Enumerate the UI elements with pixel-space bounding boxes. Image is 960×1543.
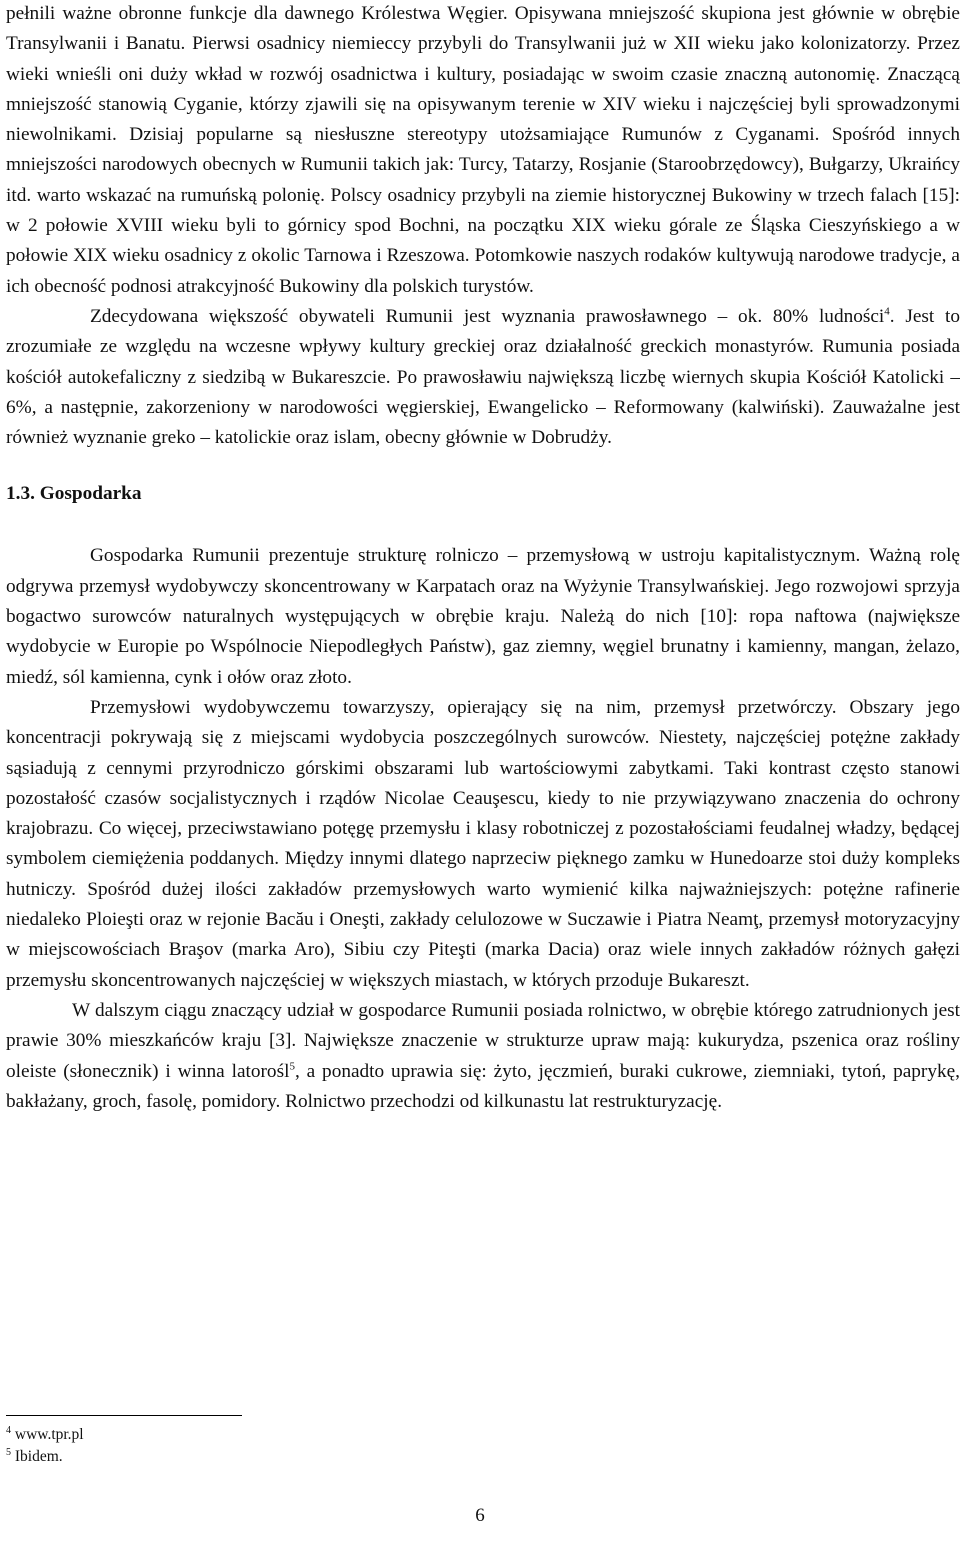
paragraph-text: pełnili ważne obronne funkcje dla dawnego Królestwa Węgier. Opisywana mniejszość skupiona jest głównie w obrębie Transylwanii i Banatu. Pierwsi osadnicy niemieccy przybyli do Transylwanii już w XII wieku jako kolonizatorzy. Przez wieki wnieśli oni duży wkład w rozwój osadnictwa i kultury, posiadając w swoim czasie znaczną autonomię. Znaczącą mniejszość stanowią Cyganie, którzy zjawili się na opisywanym terenie w XIV wieku i najczęściej byli sprowadzonymi niewolnikami. Dzisiaj popularne są niesłuszne stereotypy utożsamiające Rumunów z Cyganami. Spośród innych mniejszości narodowych obecnych w Rumunii takich jak: Turcy, Tatarzy, Rosjanie (Staroobrzędowcy), Bułgarzy, Ukraińcy itd. warto wskazać na rumuńską polonię. Polscy osadnicy przybyli na ziemie historycznej Bukowiny w trzech falach [15]: w 2 połowie XVIII wieku byli to górnicy spod Bochni, na początku XIX wieku górale ze Śląska Cieszyńskiego a w połowie XIX wieku osadnicy z okolic Tarnowa i Rzeszowa. Potomkowie naszych rodaków kultywują narodowe tradycje, a ich obecność podnosi atrakcyjność Bukowiny dla polskich turystów. <box>6 3 960 297</box>
paragraph-text: W dalszym ciągu znaczący udział w gospodarce Rumunii posiada rolnictwo, w obrębie którego zatrudnionych jest prawie 30% mieszkańców kraju [3]. Największe znaczenie w strukturze upraw mają: kukurydza, pszenica oraz rośliny oleiste (słonecznik) i winna latorośl <box>6 999 960 1082</box>
page-number: 6 <box>475 1505 485 1526</box>
paragraph-text: Przemysłowi wydobywczemu towarzyszy, opierający się na nim, przemysł przetwórczy. Obszary jego koncentracji pokrywają się z miejscami wydobycia poszczególnych surowców. Niestety, najczęściej potężne zakłady sąsiadują z cennymi przyrodniczo górskimi obszarami lub wartościowymi zabytkami. Taki kontrast często stanowi pozostałość czasów socjalistycznych i rządów Nicolae Ceauşescu, kiedy to nie przywiązywano znaczenia do ochrony krajobrazu. Co więcej, przeciwstawiano potęgę przemysłu i klasy robotniczej z pozostałościami feudalnej władzy, będącej symbolem ciemiężenia poddanych. Między innymi dlatego naprzeciw pięknego zamku w Hunedoarze stoi duży kompleks hutniczy. Spośród dużej ilości zakładów przemysłowych warto wymienić kilka najważniejszych: potężne rafinerie niedaleko Ploieşti oraz w rejonie Bacău i Oneşti, zakłady celulozowe w Suczawie i Piatra Neamţ, przemysł motoryzacyjny w miejscowościach Braşov (marka Aro), Sibiu czy Piteşti (marka Dacia) oraz wiele innych zakładów różnych gałęzi przemysłu skoncentrowanych najczęściej w większych miastach, w których przoduje Bukareszt. <box>6 696 960 991</box>
paragraph-agriculture <box>6 996 960 1117</box>
footnote-ref-5[interactable]: 5 <box>289 1060 295 1073</box>
footnotes <box>6 1424 84 1468</box>
section-heading: 1.3. Gospodarka <box>6 483 142 505</box>
footnote-ref-4[interactable]: 4 <box>884 305 890 318</box>
footnote-4 <box>6 1424 84 1446</box>
footnote-5 <box>6 1446 84 1468</box>
footnote-text: Ibidem. <box>14 1448 63 1465</box>
footnote-number: 5 <box>6 1446 11 1458</box>
paragraph-minorities <box>6 0 960 302</box>
paragraph-text: . Jest to zrozumiałe ze względu na wczesne wpływy kultury greckiej oraz działalność greckich monastyrów. Rumunia posiada kościół autokefaliczny z siedzibą w Bukareszcie. Po prawosławiu największą liczbę wiernych skupia Kościół Katolicki – 6%, a następnie, zakorzeniony w narodowości węgierskiej, Ewangelicko – Reformowany (kalwiński). Zauważalne jest również wyznanie greko – katolickie oraz islam, obecny głównie w Dobrudży. <box>6 305 960 449</box>
footnote-number: 4 <box>6 1424 11 1436</box>
footnote-link[interactable]: www.tpr.pl <box>14 1426 84 1443</box>
paragraph-religion <box>6 302 960 453</box>
document-page <box>6 0 960 1117</box>
paragraph-text: , a ponadto uprawia się: żyto, jęczmień, buraki cukrowe, ziemniaki, tytoń, paprykę, bakłażany, groch, fasolę, pomidory. Rolnictwo przechodzi od kilkunastu lat restrukturyzację. <box>6 1060 960 1112</box>
footnote-separator <box>6 1415 242 1416</box>
paragraph-text: Zdecydowana większość obywateli Rumunii jest wyznania prawosławnego – ok. 80% ludności <box>90 305 885 327</box>
paragraph-economy <box>6 541 960 692</box>
paragraph-text: Gospodarka Rumunii prezentuje strukturę rolniczo – przemysłową w ustroju kapitalistycznym. Ważną rolę odgrywa przemysł wydobywczy skoncentrowany w Karpatach oraz na Wyżynie Transylwańskiej. Jego rozwojowi sprzyja bogactwo surowców naturalnych występujących w obrębie kraju. Należą do nich [10]: ropa naftowa (największe wydobycie w Europie po Wspólnocie Niepodległych Państw), gaz ziemny, węgiel brunatny i kamienny, mangan, żelazo, miedź, sól kamienna, cynk i ołów oraz złoto. <box>6 545 960 688</box>
paragraph-industry <box>6 693 960 996</box>
